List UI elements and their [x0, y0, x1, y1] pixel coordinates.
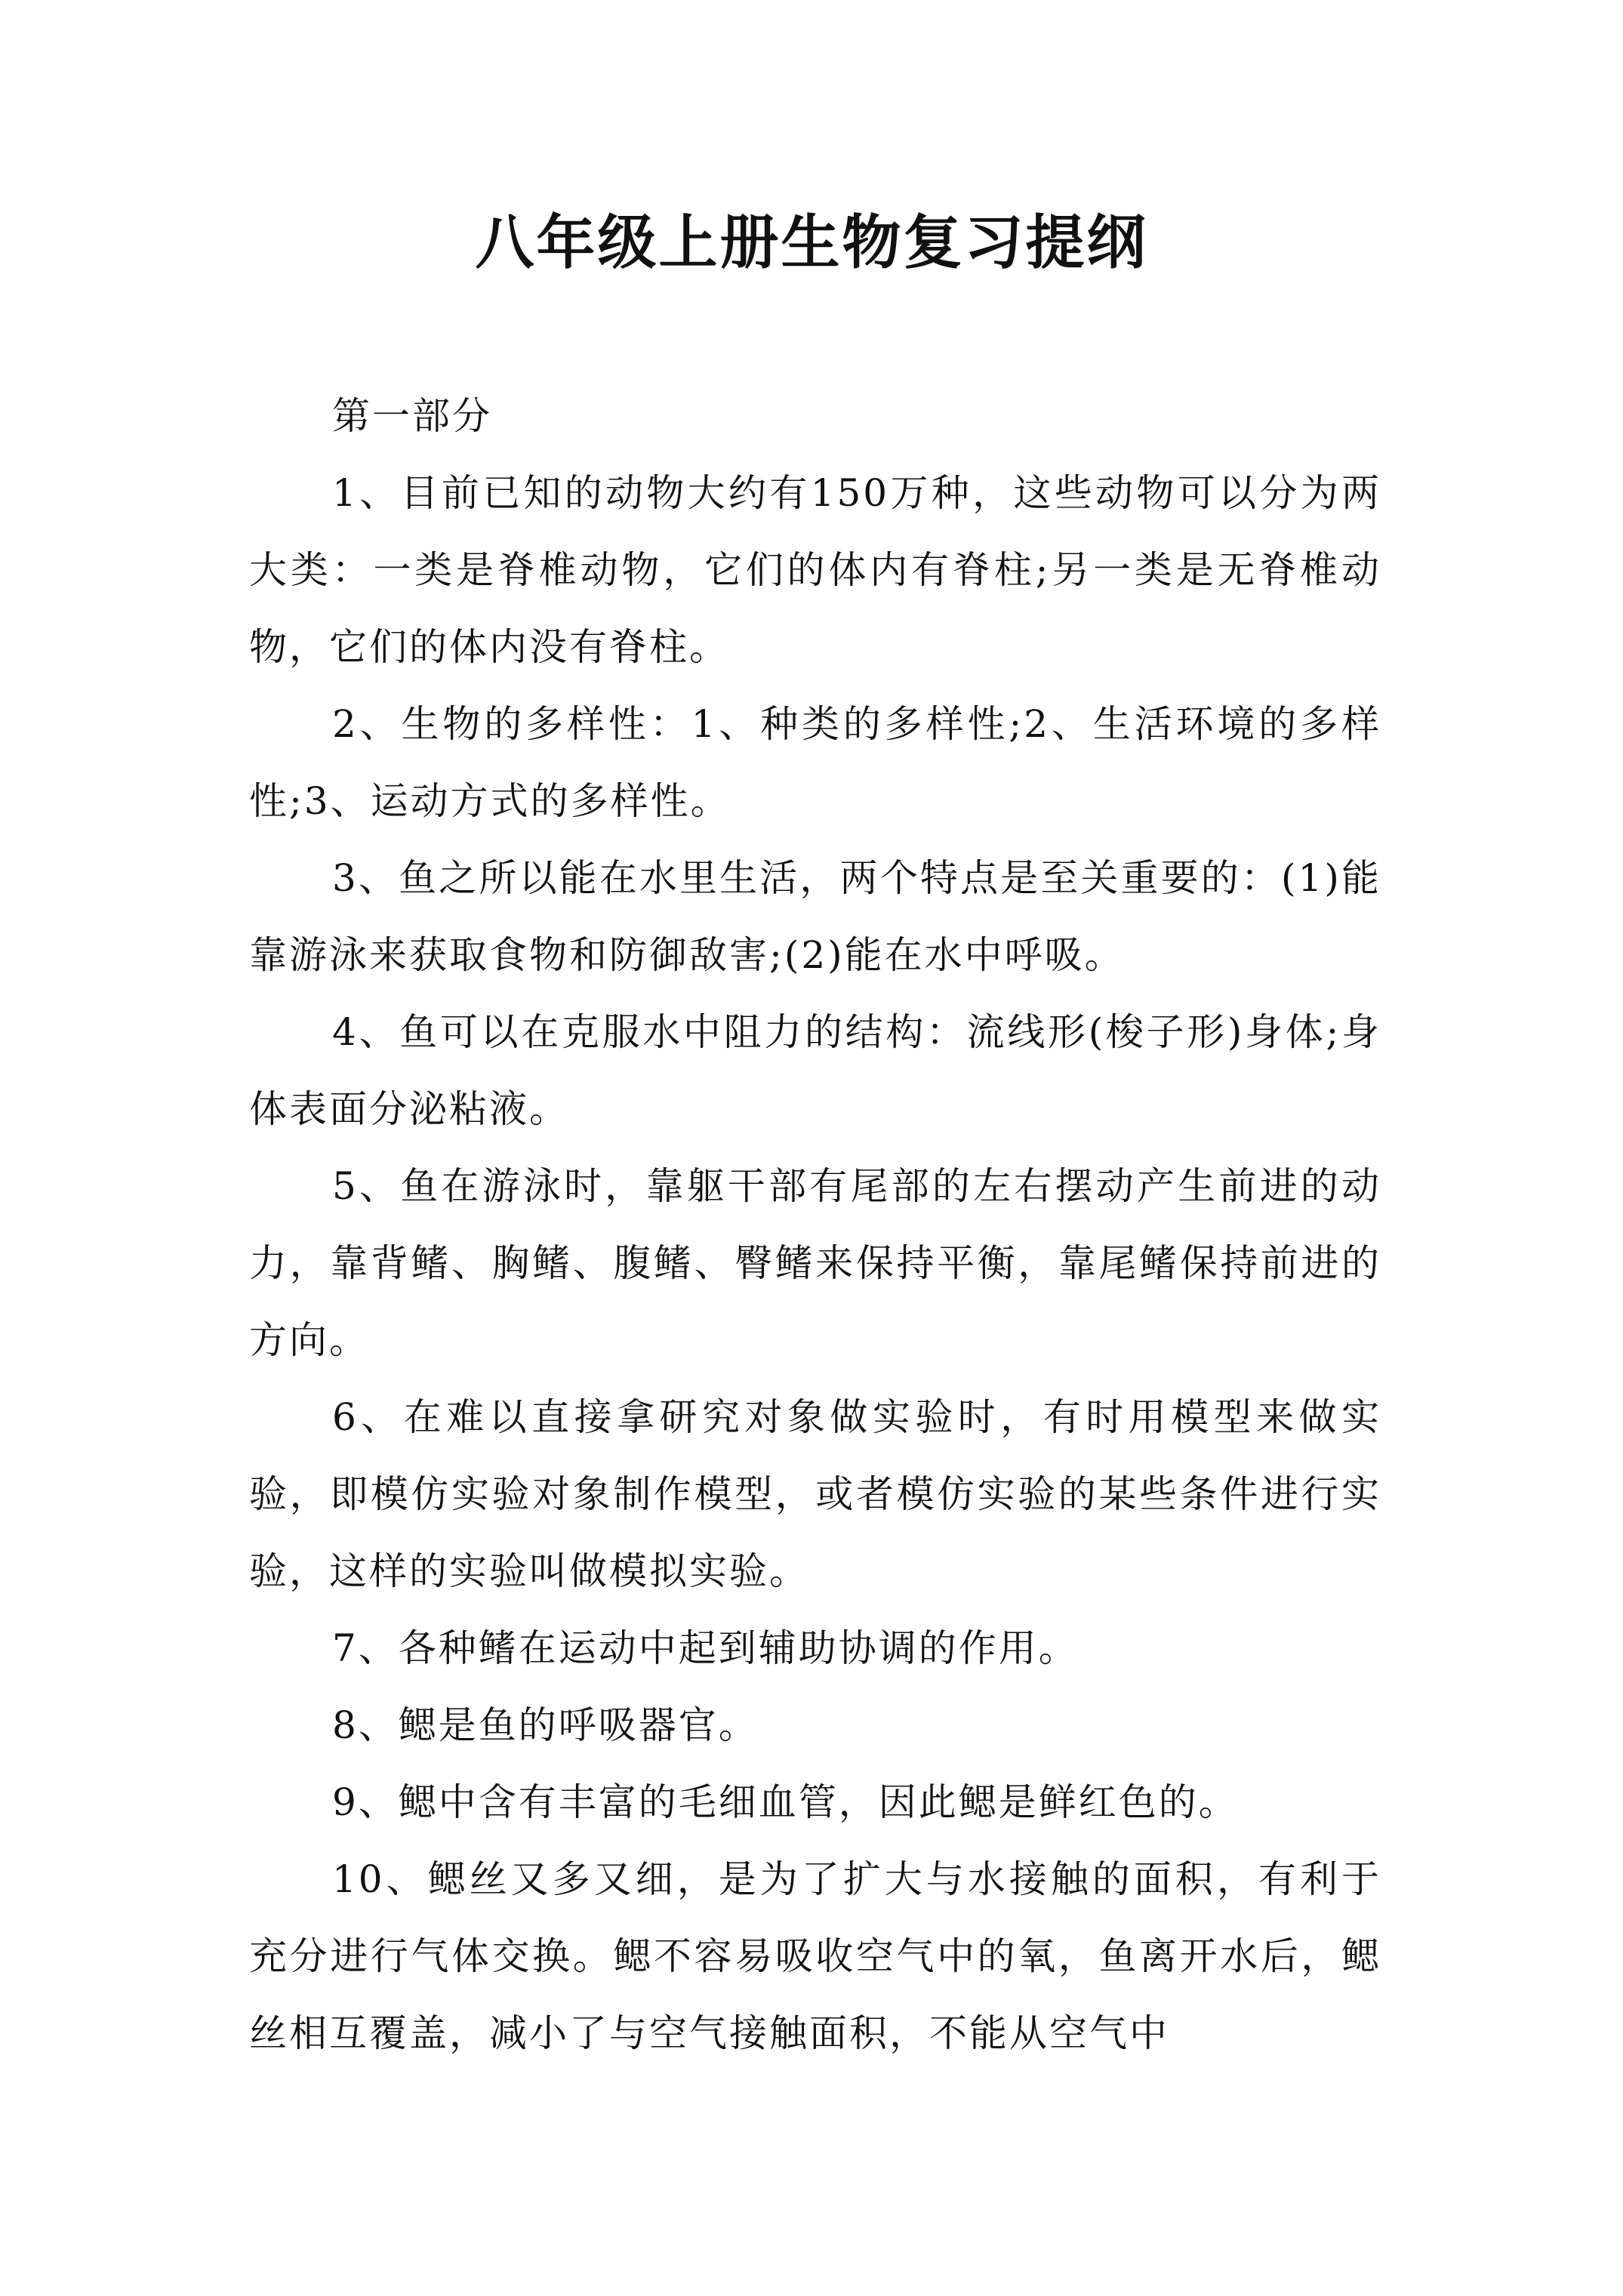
document-title: 八年级上册生物复习提纲 [475, 208, 1148, 277]
paragraph: 10、鳃丝又多又细，是为了扩大与水接触的面积，有利于充分进行气体交换。鳃不容易吸收空气中的氧，鱼离开水后，鳃丝相互覆盖，减小了与空气接触面积，不能从空气中 [249, 1857, 1381, 2055]
paragraph: 4、鱼可以在克服水中阻力的结构：流线形(梭子形)身体;身体表面分泌粘液。 [249, 1010, 1381, 1131]
section-heading: 第一部分 [332, 394, 492, 438]
paragraph: 7、各种鳍在运动中起到辅助协调的作用。 [332, 1626, 1079, 1670]
paragraph: 8、鳃是鱼的呼吸器官。 [332, 1703, 759, 1747]
paragraph: 9、鳃中含有丰富的毛细血管，因此鳃是鲜红色的。 [332, 1780, 1239, 1824]
paragraph: 1、目前已知的动物大约有150万种，这些动物可以分为两大类：一类是脊椎动物，它们的体内有脊柱;另一类是无脊椎动物，它们的体内没有脊柱。 [249, 471, 1381, 669]
paragraph: 2、生物的多样性：1、种类的多样性;2、生活环境的多样性;3、运动方式的多样性。 [249, 702, 1381, 823]
paragraph: 5、鱼在游泳时，靠躯干部有尾部的左右摆动产生前进的动力，靠背鳍、胸鳍、腹鳍、臀鳍来保持平衡，靠尾鳍保持前进的方向。 [249, 1164, 1381, 1362]
paragraph: 6、在难以直接拿研究对象做实验时，有时用模型来做实验，即模仿实验对象制作模型，或者模仿实验的某些条件进行实验，这样的实验叫做模拟实验。 [249, 1395, 1381, 1593]
document-body [249, 378, 1381, 2072]
paragraph: 3、鱼之所以能在水里生活，两个特点是至关重要的：(1)能靠游泳来获取食物和防御敌害;(2)能在水中呼吸。 [249, 856, 1381, 977]
